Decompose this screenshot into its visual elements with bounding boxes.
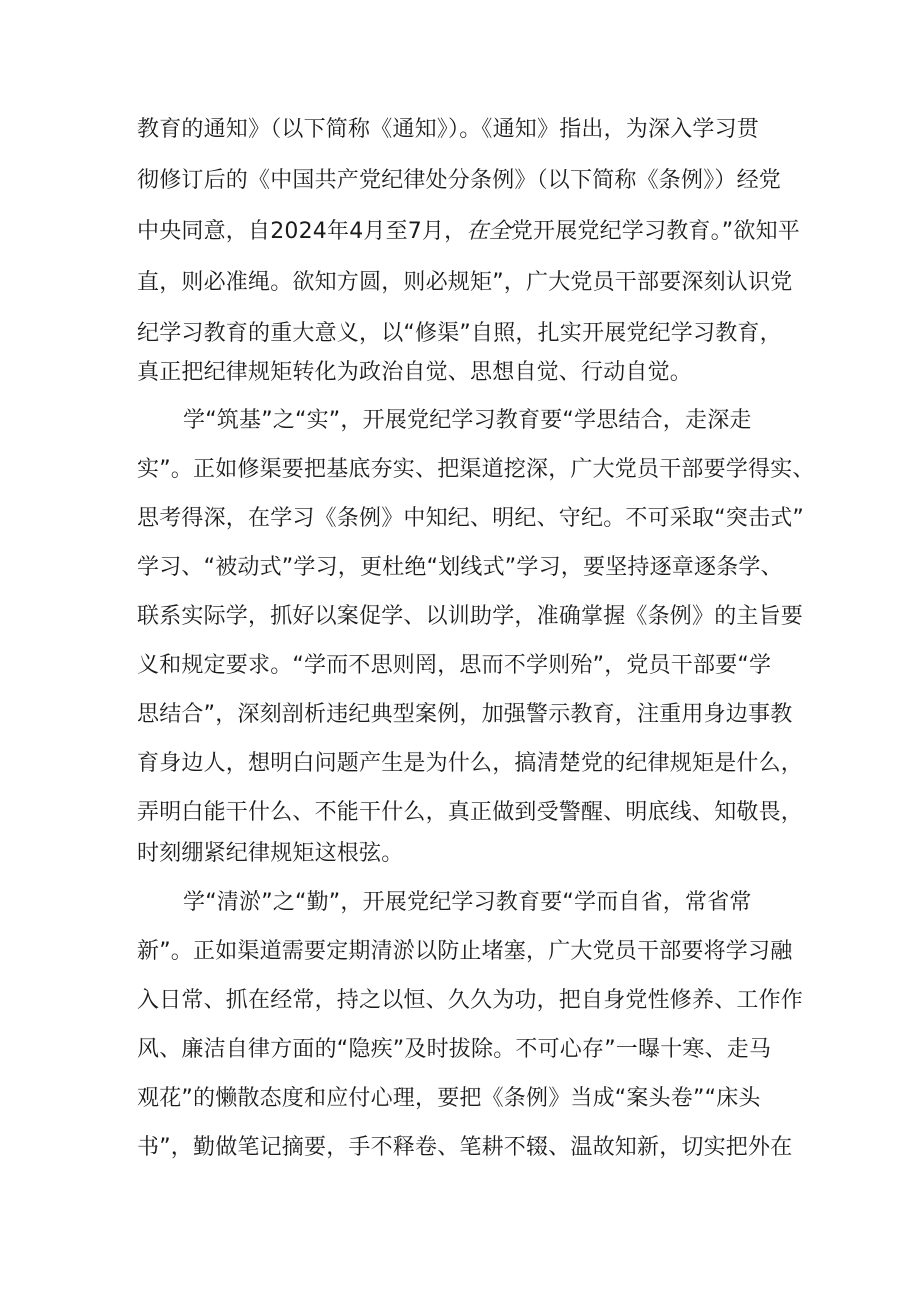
paragraph-3-line-6: 书”，勤做笔记摘要，手不释卷、笔耕不辍、温故知新，切实把外在 [137, 1135, 793, 1160]
paragraph-2-line-6: 义和规定要求。“学而不思则罔，思而不学则殆”，党员干部要“学 [137, 653, 772, 678]
paragraph-3-line-2: 新”。正如渠道需要定期清淤以防止堵塞，广大党员干部要将学习融 [137, 939, 793, 964]
paragraph-2-line-7: 思结合”，深刻剖析违纪典型案例，加强警示教育，注重用身边事教 [137, 702, 793, 727]
paragraph-2-line-10: 时刻绷紧纪律规矩这根弦。 [137, 841, 404, 866]
paragraph-1-line-2: 彻修订后的《中国共产党纪律处分条例》（以下简称《条例》）经党 [137, 168, 782, 193]
paragraph-1-line-5: 纪学习教育的重大意义，以“修渠”自照，扎实开展党纪学习教育， [137, 321, 782, 346]
paragraph-2-line-5: 联系实际学，抓好以案促学、以训助学，准确掌握《条例》的主旨要 [137, 604, 804, 629]
paragraph-1-line-6: 真正把纪律规矩转化为政治自觉、思想自觉、行动自觉。 [137, 360, 693, 385]
paragraph-3-line-1: 学“清淤”之“勤”，开展党纪学习教育要“学而自省，常省常 [183, 890, 752, 915]
paragraph-1-line-3-part-1: 中央同意，自2024年4月至7月， [137, 219, 467, 244]
paragraph-2-line-4: 学习、“被动式”学习，更杜绝“划线式”学习，要坚持逐章逐条学、 [137, 555, 783, 580]
paragraph-1-line-3 [137, 217, 800, 247]
paragraph-2-line-9: 弄明白能干什么、不能干什么，真正做到受警醒、明底线、知敬畏， [137, 800, 804, 825]
paragraph-2-line-2: 实”。正如修渠要把基底夯实、把渠道挖深，广大党员干部要学得实、 [137, 457, 815, 482]
paragraph-1-line-3-part-2: 党开展党纪学习教育。”欲知平 [510, 219, 800, 244]
paragraph-1-line-4: 直，则必准绳。欲知方圆，则必规矩”，广大党员干部要深刻认识党 [137, 270, 793, 295]
paragraph-3-line-4: 风、廉洁自律方面的“隐疾”及时拔除。不可心存”一曝十寒、走马 [137, 1037, 772, 1062]
paragraph-2-line-1: 学“筑基”之“实”，开展党纪学习教育要“学思结合，走深走 [183, 408, 752, 433]
paragraph-2-line-8: 育身边人，想明白问题产生是为什么，搞清楚党的纪律规矩是什么， [137, 751, 804, 776]
paragraph-2-line-3: 思考得深，在学习《条例》中知纪、明纪、守纪。不可采取“突击式” [137, 506, 804, 531]
paragraph-3-line-5: 观花”的懒散态度和应付心理，要把《条例》当成“案头卷”“床头 [137, 1086, 761, 1111]
paragraph-1-line-3-italic: 在全 [466, 219, 511, 244]
paragraph-1-line-1: 教育的通知》（以下简称《通知》）。《通知》指出，为深入学习贯 [137, 117, 760, 142]
paragraph-3-line-3: 入日常、抓在经常，持之以恒、久久为功，把自身党性修养、工作作 [137, 988, 804, 1013]
